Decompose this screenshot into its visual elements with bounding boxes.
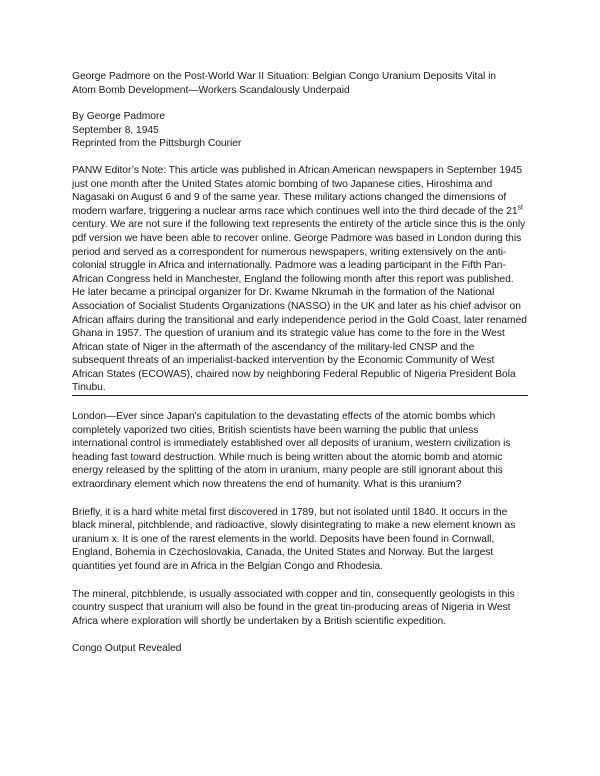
article-title-line-2: Atom Bomb Development—Workers Scandalously Underpaid: [72, 84, 350, 96]
body-paragraph-2: Briefly, it is a hard white metal first discovered in 1789, but not isolated until 1840. It occurs in the black mineral, pitchblende, and radioactive, slowly disintegrating to make a new element known as uranium x. It is one of the rarest elements in the world. Deposits have been found in Cornwall, England, Bohemia in Czechoslovakia, Canada, the United States and Norway. But the largest quantities yet found are in Africa in the Belgian Congo and Rhodesia.: [72, 506, 516, 572]
byline-author: By George Padmore: [72, 111, 166, 123]
article-title: [72, 70, 528, 97]
section-divider: [72, 395, 528, 396]
editors-note-superscript: st: [517, 204, 523, 212]
byline: [72, 110, 528, 151]
editors-note-text-1: PANW Editor’s Note: This article was published in African American newspapers in September 1945 just one month after the United States atomic bombing of two Japanese cities, Hiroshima and Nagasaki on August 6 and 9 of the same year. These military actions changed the dimensions of modern warfare, triggering a nuclear arms race which continues well into the third decade of the 21: [72, 164, 523, 217]
byline-date: September 8, 1945: [72, 124, 159, 136]
body-paragraph-1: London—Ever since Japan’s capitulation to the devastating effects of the atomic bombs which completely vaporized two cities, British scientists have been warning the public that unless international control is immediately established over all deposits of uranium, western civilization is heading fast toward destruction. While much is being written about the atomic bomb and atomic energy released by the splitting of the atom in uranium, many people are still ignorant about this extraordinary element which now threatens the end of humanity. What is this uranium?: [72, 411, 511, 491]
byline-source: Reprinted from the Pittsburgh Courier: [72, 138, 242, 150]
body-paragraph-3: The mineral, pitchblende, is usually associated with copper and tin, consequently geologists in this country suspect that uranium will also be found in the great tin-producing areas of Nigeria in West Africa where exploration will shortly be undertaken by a British scientific expedition.: [72, 588, 515, 627]
editors-note: [72, 164, 528, 395]
article-title-line-1: George Padmore on the Post-World War II Situation: Belgian Congo Uranium Deposits Vital in: [72, 71, 496, 82]
editors-note-text-2: century. We are not sure if the following text represents the entirety of the article since this is the only pdf version we have been able to recover online. George Padmore was based in London during this period and served as a correspondent for numerous newspapers, writing extensively on the anti-colonial struggle in Africa and internationally. Padmore was a leading participant in the Fifth Pan-African Congress held in Manchester, England the following month after this report was published. He later became a principal organizer for Dr. Kwame Nkrumah in the formation of the National Association of Socialist Students Organizations (NASSO) in the UK and later as his chief advisor on African affairs during the transitional and early independence period in the Gold Coast, later renamed Ghana in 1957. The question of uranium and its strategic value has come to the fore in the West African state of Niger in the aftermath of the ascendancy of the military-led CNSP and the subsequent threats of an imperialist-backed intervention by the Economic Community of West African States (ECOWAS), chaired now by neighboring Federal Republic of Nigeria President Bola Tinubu.: [72, 219, 527, 394]
section-subhead: Congo Output Revealed: [72, 643, 182, 655]
document-page: [72, 70, 528, 656]
